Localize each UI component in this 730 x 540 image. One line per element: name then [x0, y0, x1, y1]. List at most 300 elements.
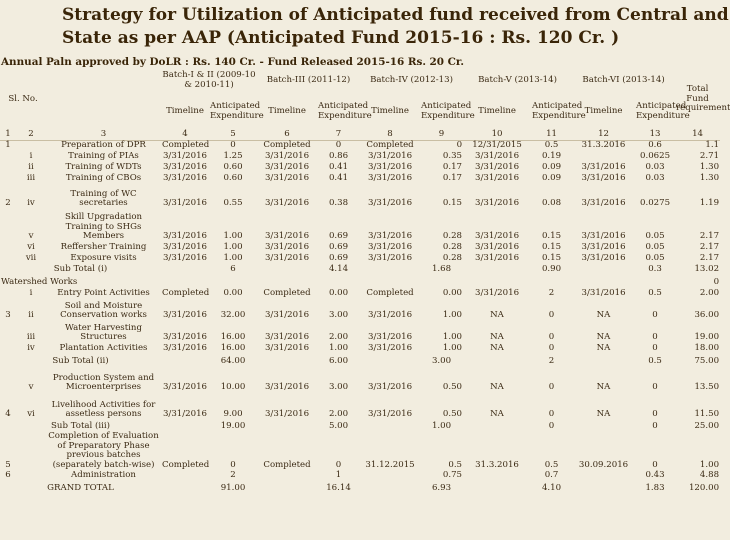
expenditure-cell: 0 [230, 459, 236, 470]
timeline-cell: Completed [162, 288, 210, 299]
expenditure-cell: 0.5 [544, 140, 559, 151]
serial-number: 2 [5, 198, 11, 209]
expenditure-cell: 10.00 [220, 382, 246, 393]
expenditure-cell: 0.60 [223, 173, 243, 184]
expenditure-cell: 0.7 [544, 469, 559, 480]
table-row [0, 209, 720, 242]
timeline-cell: 3/31/2016 [264, 151, 310, 162]
expenditure-cell: 3.00 [328, 310, 349, 321]
expenditure-cell: 0.28 [442, 242, 463, 253]
expenditure-cell: 0.50 [442, 409, 463, 420]
timeline-cell: 3/31/2016 [367, 409, 413, 420]
timeline-cell: Completed [263, 288, 311, 299]
expenditure-cell: 5.00 [328, 421, 349, 432]
timeline-cell: 3/31/2016 [264, 409, 310, 420]
serial-number: 1 [5, 140, 11, 151]
activity-name: Production System and Microenterprises [52, 372, 155, 393]
activity-name: Reffersher Training [60, 242, 147, 253]
expenditure-cell: 2.00 [328, 409, 349, 420]
timeline-cell: 3/31/2016 [581, 173, 626, 184]
activity-name: Exposure visits [70, 253, 137, 264]
sub-serial-number: vi [27, 242, 35, 253]
serial-number [0, 367, 16, 393]
column-number: 12 [572, 130, 635, 141]
header-timeline: Timeline [166, 105, 204, 116]
total-cell: 2.71 [699, 151, 720, 162]
expenditure-cell: 91.00 [220, 482, 246, 493]
total-cell: 1.00 [699, 459, 720, 470]
expenditure-cell: 1.00 [442, 310, 463, 321]
timeline-cell: 3/31/2016 [264, 198, 310, 209]
sub-serial-number: vii [25, 253, 37, 264]
serial-number [0, 343, 16, 354]
total-cell: 19.00 [694, 332, 720, 343]
column-number: 1 [0, 130, 16, 141]
serial-number: 4 [5, 409, 11, 420]
expenditure-cell: 32.00 [220, 310, 246, 321]
expenditure-cell: 2 [548, 356, 555, 367]
total-cell: 25.00 [694, 421, 720, 432]
expenditure-cell: 0.15 [541, 231, 562, 242]
expenditure-cell: 0.90 [541, 264, 562, 275]
table-row [0, 343, 720, 354]
expenditure-cell: 0.5 [648, 356, 662, 367]
timeline-cell: 3/31/2016 [581, 162, 626, 173]
timeline-cell: NA [596, 332, 611, 343]
expenditure-cell: 0.15 [541, 242, 562, 253]
expenditure-cell: 0.3 [648, 264, 662, 275]
activity-name: Training of WDTs [65, 162, 142, 173]
activity-name: Training of PIAs [68, 151, 139, 162]
expenditure-cell: 0.05 [645, 242, 665, 253]
column-number: 10 [463, 130, 531, 141]
expenditure-cell: 1.68 [431, 264, 452, 275]
expenditure-cell: 0.15 [442, 198, 463, 209]
timeline-cell: 3/31/2016 [367, 198, 413, 209]
timeline-cell: 31.12.2015 [365, 459, 415, 470]
timeline-cell: 3/31/2016 [581, 198, 626, 209]
timeline-cell: 3/31/2016 [162, 151, 208, 162]
expenditure-cell: 0.5 [648, 288, 662, 299]
expenditure-cell: 1.00 [223, 242, 243, 253]
total-cell: 120.00 [688, 482, 720, 493]
expenditure-cell: 1.00 [442, 343, 463, 354]
header-batch-5: Batch-V (2013-14) [478, 75, 557, 86]
fund-utilization-table [0, 69, 730, 493]
timeline-cell [572, 275, 635, 288]
timeline-cell [257, 354, 317, 367]
expenditure-cell: 0.05 [645, 231, 665, 242]
timeline-cell: 3/31/2016 [264, 173, 310, 184]
column-number: 2 [16, 130, 46, 141]
expenditure-cell: 64.00 [220, 356, 246, 367]
serial-number [0, 151, 16, 162]
timeline-cell [161, 264, 209, 275]
serial-number: 6 [5, 469, 11, 480]
expenditure-cell: 0 [652, 343, 658, 354]
expenditure-cell: 16.00 [220, 332, 246, 343]
serial-number [0, 288, 16, 299]
timeline-cell: 3/31/2016 [264, 310, 310, 321]
timeline-cell [257, 275, 317, 288]
serial-number [0, 242, 16, 253]
expenditure-cell: 19.00 [220, 421, 246, 432]
timeline-cell [572, 151, 635, 162]
timeline-cell: 3/31/2016 [474, 253, 520, 264]
timeline-cell: NA [490, 310, 504, 321]
timeline-cell: 3/31/2016 [474, 173, 520, 184]
timeline-cell [257, 264, 317, 275]
timeline-cell: 3/31/2016 [264, 343, 310, 354]
activity-name: Soil and Moisture Conservation works [60, 300, 147, 321]
timeline-cell: 3/31/2016 [367, 332, 413, 343]
subtotal-label: Sub Total (ii) [52, 356, 109, 367]
timeline-cell: 3/31/2016 [474, 162, 520, 173]
timeline-cell [360, 470, 420, 480]
timeline-cell: 3/31/2016 [162, 242, 208, 253]
serial-number: 5 [5, 459, 11, 470]
total-cell: 2.17 [699, 253, 720, 264]
column-number: 4 [161, 130, 209, 141]
expenditure-cell: 0.86 [328, 151, 349, 162]
expenditure-cell [420, 275, 463, 288]
serial-number [0, 173, 16, 184]
expenditure-cell: 0.09 [541, 162, 562, 173]
page-title [62, 4, 729, 50]
timeline-cell: 3/31/2016 [162, 409, 208, 420]
total-cell: 13.50 [694, 382, 720, 393]
timeline-cell [161, 354, 209, 367]
activity-name: Livelihood Activities for assetless persons [51, 399, 156, 420]
timeline-cell: 3/31/2016 [162, 310, 208, 321]
timeline-cell: 3/31/2016 [474, 198, 520, 209]
header-batch-3: Batch-III (2011-12) [266, 75, 351, 86]
column-number: 14 [675, 130, 720, 141]
expenditure-cell: 0 [652, 421, 658, 432]
header-anticipated: Anticipated Expenditure [532, 100, 586, 121]
activity-name: Training of WC secretaries [70, 188, 137, 209]
expenditure-cell [209, 275, 257, 288]
timeline-cell: 3/31/2016 [367, 310, 413, 321]
timeline-cell: 12/31/2015 [472, 140, 522, 151]
header-timeline: Timeline [371, 105, 409, 116]
subtotal-label: Sub Total (iii) [51, 421, 110, 432]
timeline-cell: 3/31/2016 [162, 343, 208, 354]
timeline-cell: 3/31/2016 [581, 288, 626, 299]
table-row [0, 288, 720, 299]
sub-serial-number: i [29, 288, 33, 299]
activity-name: Preparation of DPR [61, 140, 146, 151]
timeline-cell: NA [596, 409, 611, 420]
timeline-cell: 3/31/2016 [367, 162, 413, 173]
sub-serial-number [16, 470, 46, 480]
timeline-cell [572, 354, 635, 367]
header-batch-1-2: Batch-I & II (2009-10 & 2010-11) [162, 70, 256, 90]
expenditure-cell: 0.60 [223, 162, 243, 173]
timeline-cell [161, 470, 209, 480]
expenditure-cell: 6.93 [431, 482, 452, 493]
sub-serial-number: vi [27, 409, 35, 420]
timeline-cell [463, 470, 531, 480]
table-row [0, 162, 720, 173]
serial-number [0, 321, 16, 343]
timeline-cell: 3/31/2016 [162, 382, 208, 393]
timeline-cell [572, 470, 635, 480]
expenditure-cell: 0.0625 [640, 151, 671, 162]
total-cell: 18.00 [694, 343, 720, 354]
timeline-cell: 3/31/2016 [474, 242, 520, 253]
expenditure-cell: 0.5 [448, 459, 463, 470]
expenditure-cell: 0 [652, 459, 658, 470]
timeline-cell [360, 420, 420, 432]
header-timeline: Timeline [478, 105, 516, 116]
expenditure-cell: 0.08 [541, 198, 562, 209]
timeline-cell: 3/31/2016 [474, 151, 520, 162]
header-anticipated: Anticipated Expenditure [636, 100, 690, 121]
serial-number [0, 162, 16, 173]
expenditure-cell: 1.00 [223, 231, 243, 242]
timeline-cell: 3/31/2016 [264, 382, 310, 393]
table-row [0, 141, 720, 152]
total-cell: 4.88 [699, 469, 720, 480]
column-number: 11 [531, 130, 572, 141]
timeline-cell [572, 420, 635, 432]
expenditure-cell: 0.38 [328, 198, 349, 209]
header-anticipated: Anticipated Expenditure [421, 100, 475, 121]
timeline-cell: Completed [366, 288, 414, 299]
sub-serial-number: ii [28, 162, 34, 173]
expenditure-cell: 0.00 [442, 288, 463, 299]
expenditure-cell: 4.10 [541, 482, 562, 493]
timeline-cell: 3/31/2016 [581, 242, 626, 253]
expenditure-cell: 0.00 [328, 288, 349, 299]
timeline-cell: 3/31/2016 [367, 231, 413, 242]
expenditure-cell: 0.28 [442, 231, 463, 242]
total-cell: 36.00 [694, 310, 720, 321]
timeline-cell: 3/31/2016 [474, 231, 520, 242]
expenditure-cell: 0 [548, 409, 555, 420]
expenditure-cell: 0.5 [544, 459, 559, 470]
total-cell: 2.17 [699, 231, 720, 242]
expenditure-cell: 0.00 [223, 288, 243, 299]
header-anticipated: Anticipated Expenditure [318, 100, 372, 121]
column-number: 6 [257, 130, 317, 141]
expenditure-cell: 0.09 [541, 173, 562, 184]
total-cell: 1.30 [699, 162, 720, 173]
timeline-cell [463, 480, 531, 493]
expenditure-cell: 3.00 [328, 382, 349, 393]
timeline-cell: NA [596, 343, 611, 354]
timeline-cell: 3/31/2016 [264, 253, 310, 264]
sub-serial-number: v [28, 231, 34, 242]
expenditure-cell: 0.41 [328, 173, 349, 184]
sub-serial-number: iii [26, 173, 36, 184]
expenditure-cell: 0.35 [442, 151, 463, 162]
timeline-cell: 3/31/2016 [162, 173, 208, 184]
timeline-cell: 31.3.2016 [475, 459, 519, 470]
timeline-cell: NA [490, 382, 504, 393]
expenditure-cell: 0.19 [541, 151, 562, 162]
expenditure-cell: 0.03 [645, 173, 665, 184]
timeline-cell: Completed [263, 459, 311, 470]
expenditure-cell: 0 [548, 343, 555, 354]
total-cell: 13.02 [694, 264, 720, 275]
table-row [0, 432, 720, 470]
sub-serial-number [16, 141, 46, 152]
expenditure-cell: 0 [548, 421, 555, 432]
header-timeline: Timeline [268, 105, 306, 116]
expenditure-cell: 0 [652, 409, 658, 420]
expenditure-cell: 2.00 [328, 332, 349, 343]
expenditure-cell: 0 [652, 332, 658, 343]
timeline-cell: 3/31/2016 [162, 198, 208, 209]
title-line-1: Strategy for Utilization of Anticipated fund received from Central and [62, 5, 729, 25]
timeline-cell [161, 275, 209, 288]
timeline-cell: 31.3.2016 [581, 140, 626, 151]
timeline-cell: 3/31/2016 [264, 231, 310, 242]
column-number: 8 [360, 130, 420, 141]
column-number: 13 [635, 130, 675, 141]
expenditure-cell [531, 275, 572, 288]
sub-serial-number: iv [27, 343, 35, 354]
serial-number [0, 253, 16, 264]
expenditure-cell: 0.75 [442, 469, 463, 480]
timeline-cell [360, 354, 420, 367]
timeline-cell: 3/31/2016 [264, 332, 310, 343]
timeline-cell: 3/31/2016 [367, 382, 413, 393]
column-number-row [0, 130, 720, 141]
expenditure-cell: 0 [652, 382, 658, 393]
table-row [0, 470, 720, 480]
timeline-cell: 3/31/2016 [367, 242, 413, 253]
timeline-cell [257, 470, 317, 480]
expenditure-cell: 6 [230, 264, 236, 275]
expenditure-cell: 1.00 [431, 421, 452, 432]
timeline-cell: NA [490, 343, 504, 354]
budget-subtitle: Annual Paln approved by DoLR : Rs. 140 Cr. - Fund Released 2015-16 Rs. 20 Cr. [1, 56, 465, 68]
expenditure-cell: 0 [335, 459, 342, 470]
activity-name: Entry Point Activities [57, 288, 150, 299]
timeline-cell: 3/31/2016 [162, 162, 208, 173]
activity-name: Water Harvesting Structures [65, 322, 142, 343]
sub-serial-number: v [28, 382, 34, 393]
timeline-cell [257, 480, 317, 493]
expenditure-cell: 1.00 [442, 332, 463, 343]
timeline-cell: 3/31/2016 [264, 242, 310, 253]
expenditure-cell: 0.6 [648, 140, 662, 151]
activity-name: Plantation Activities [59, 343, 148, 354]
expenditure-cell: 1.83 [645, 482, 665, 493]
expenditure-cell: 0.69 [328, 242, 349, 253]
header-batch-4: Batch-IV (2012-13) [370, 75, 453, 86]
header-timeline: Timeline [584, 105, 623, 116]
column-number: 9 [420, 130, 463, 141]
timeline-cell: 3/31/2016 [367, 343, 413, 354]
activity-name: Skill Upgradation Training to SHGs Members [64, 212, 143, 242]
timeline-cell: 30.09.2016 [578, 459, 629, 470]
timeline-cell: NA [596, 310, 611, 321]
expenditure-cell: 16.14 [326, 482, 351, 493]
timeline-cell [463, 354, 531, 367]
table-row [0, 151, 720, 162]
timeline-cell: Completed [162, 140, 210, 151]
timeline-cell: NA [596, 382, 611, 393]
total-cell: 2.00 [699, 288, 720, 299]
title-line-2: State as per AAP (Anticipated Fund 2015-16 : Rs. 120 Cr. ) [62, 28, 620, 48]
timeline-cell: 3/31/2016 [581, 253, 626, 264]
table-row [0, 184, 720, 209]
activity-name: Administration [71, 469, 136, 480]
expenditure-cell: 0.17 [442, 162, 463, 173]
sub-serial-number: ii [28, 310, 34, 321]
table-row [0, 242, 720, 253]
timeline-cell [572, 264, 635, 275]
expenditure-cell: 0.43 [645, 469, 665, 480]
expenditure-cell: 1 [335, 469, 342, 480]
table-row [0, 393, 720, 420]
expenditure-cell: 9.00 [223, 409, 243, 420]
total-cell: 1.19 [699, 198, 720, 209]
expenditure-cell: 1.00 [328, 343, 349, 354]
subtotal-label: Watershed Works [1, 277, 78, 288]
total-cell: 0 [713, 277, 720, 288]
total-cell: 2.17 [699, 242, 720, 253]
expenditure-cell: 0 [548, 382, 555, 393]
serial-number [0, 209, 16, 242]
expenditure-cell: 0.03 [645, 162, 665, 173]
timeline-cell [463, 264, 531, 275]
expenditure-cell: 1.00 [223, 253, 243, 264]
timeline-cell [360, 264, 420, 275]
column-number: 5 [209, 130, 257, 141]
expenditure-cell: 2 [230, 469, 236, 480]
timeline-cell [161, 480, 209, 493]
timeline-cell: 3/31/2016 [474, 288, 520, 299]
timeline-cell [257, 420, 317, 432]
expenditure-cell: 0.41 [328, 162, 349, 173]
timeline-cell: 3/31/2016 [162, 253, 208, 264]
table-row [0, 253, 720, 264]
timeline-cell: 3/31/2016 [162, 231, 208, 242]
expenditure-cell: 0 [230, 140, 236, 151]
subtotal-label: Sub Total (i) [53, 264, 108, 275]
timeline-cell [463, 275, 531, 288]
expenditure-cell: 6.00 [328, 356, 349, 367]
expenditure-cell: 0.55 [223, 198, 243, 209]
subtotal-label: GRAND TOTAL [47, 482, 114, 493]
total-cell: 11.50 [694, 409, 720, 420]
total-cell: 75.00 [694, 356, 720, 367]
expenditure-cell: 0.69 [328, 253, 349, 264]
subtotal-row [0, 354, 720, 367]
column-number: 3 [46, 130, 161, 141]
expenditure-cell: 0.69 [328, 231, 349, 242]
timeline-cell: 3/31/2016 [367, 173, 413, 184]
column-number: 7 [317, 130, 360, 141]
subtotal-row [0, 264, 720, 275]
expenditure-cell: 0.15 [541, 253, 562, 264]
serial-number: 3 [5, 310, 11, 321]
expenditure-cell: 2 [548, 288, 555, 299]
sub-serial-number: iii [26, 332, 36, 343]
timeline-cell: Completed [162, 459, 210, 470]
expenditure-cell: 0 [548, 332, 555, 343]
expenditure-cell: 0.50 [442, 382, 463, 393]
expenditure-cell [317, 275, 360, 288]
expenditure-cell: 3.00 [431, 356, 452, 367]
sub-serial-number: iv [27, 198, 35, 209]
timeline-cell: 3/31/2016 [367, 253, 413, 264]
